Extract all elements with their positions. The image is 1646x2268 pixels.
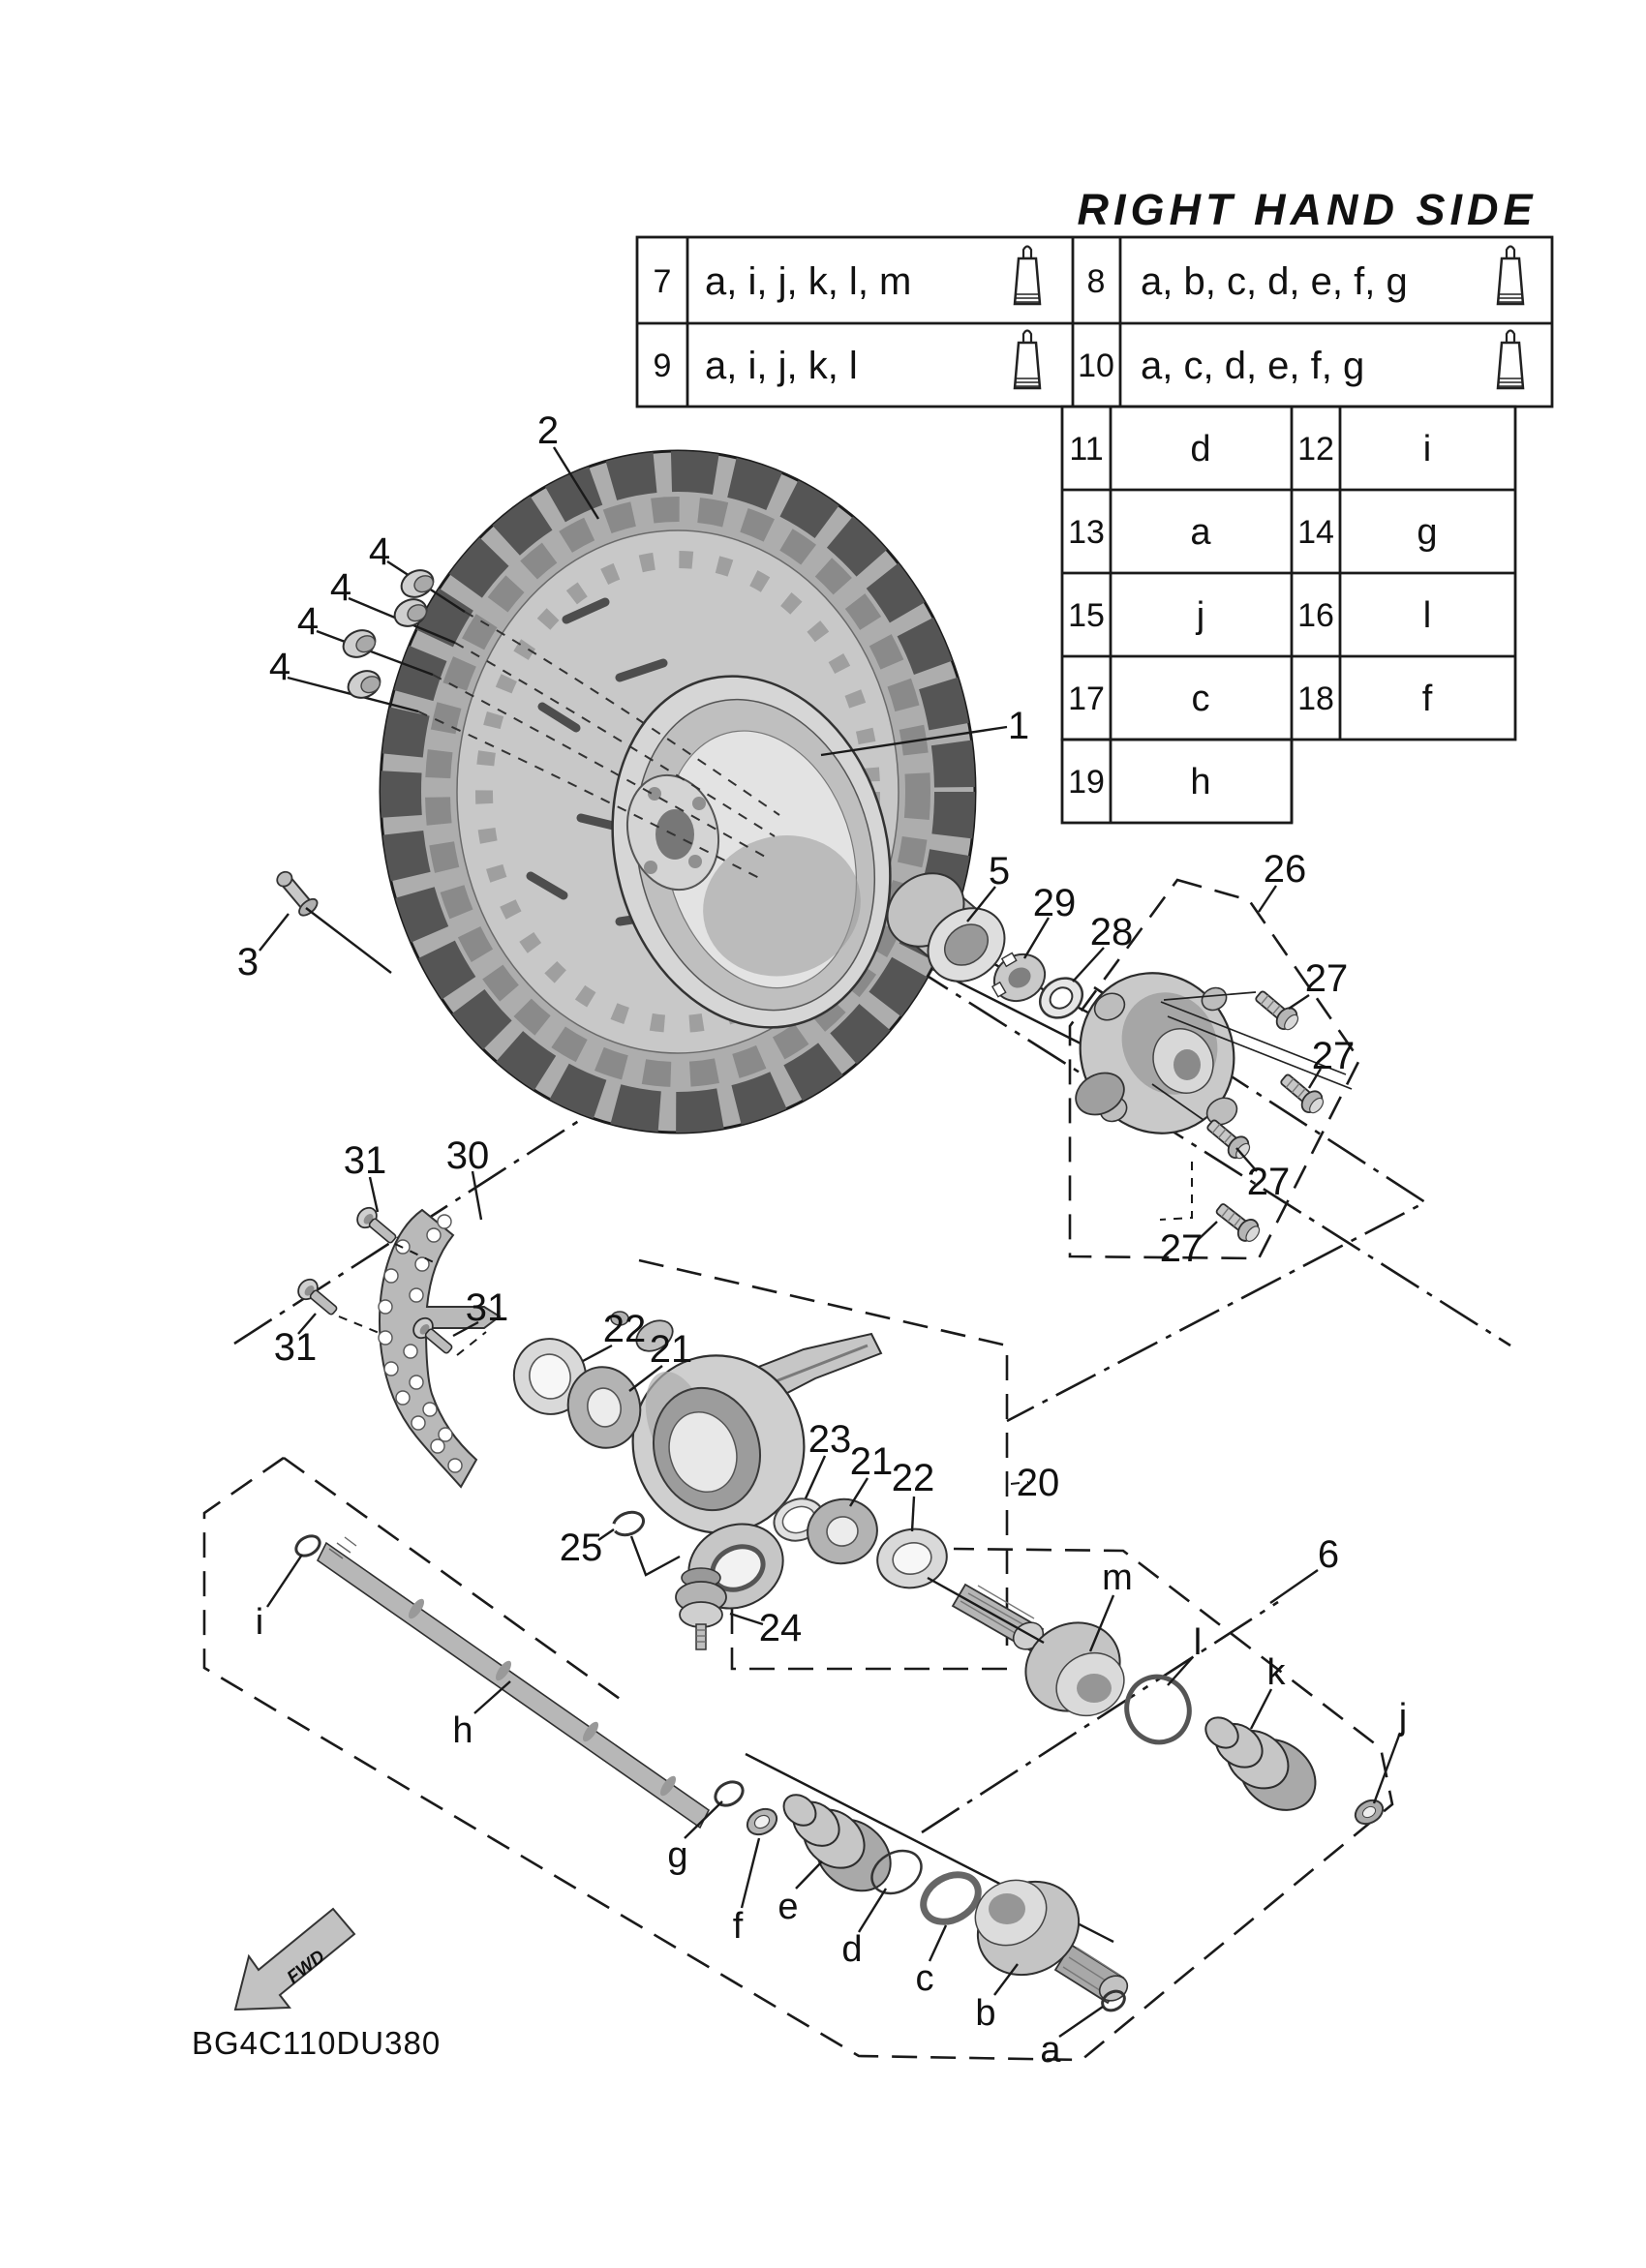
callout-4: 4 — [268, 646, 291, 688]
callout-6: 6 — [1317, 1533, 1340, 1576]
callout-27: 27 — [1304, 957, 1349, 1000]
callout-28: 28 — [1089, 911, 1134, 953]
callout-27: 27 — [1311, 1035, 1356, 1077]
callout-l: l — [1193, 1622, 1203, 1663]
table-cell-num: 16 — [1297, 597, 1334, 634]
callout-23: 23 — [808, 1418, 852, 1461]
callout-e: e — [777, 1887, 799, 1927]
callout-a: a — [1040, 2030, 1061, 2071]
table-cell-num: 19 — [1068, 764, 1105, 801]
table-cell-num: 11 — [1069, 431, 1104, 468]
callout-d: d — [841, 1929, 863, 1970]
callout-31: 31 — [343, 1139, 387, 1182]
callout-31: 31 — [465, 1286, 509, 1329]
table-cell-letter: i — [1422, 429, 1432, 469]
boot-outer — [1189, 1697, 1329, 1825]
callout-m: m — [1102, 1557, 1133, 1598]
drawing-code: BG4C110DU380 — [192, 2025, 442, 2061]
valve-stem — [272, 867, 320, 919]
circlip-25 — [610, 1508, 647, 1539]
hub-bolt — [1212, 1198, 1264, 1246]
table-cell-num: 14 — [1297, 514, 1334, 551]
page-title: RIGHT HAND SIDE — [1077, 185, 1538, 234]
callout-h: h — [452, 1710, 473, 1751]
grease-tube-icon — [1015, 331, 1040, 389]
driveshaft-kit-boundary — [204, 1458, 1392, 2060]
callout-1: 1 — [1007, 705, 1030, 747]
callout-b: b — [975, 1993, 996, 2034]
callout-27: 27 — [1246, 1161, 1291, 1203]
tire-illustration — [381, 451, 975, 1133]
guard-bolt — [294, 1276, 342, 1320]
callout-30: 30 — [445, 1134, 490, 1177]
clamp-j — [1352, 1796, 1387, 1829]
table-cell-letter: a — [1190, 512, 1211, 553]
callout-29: 29 — [1032, 882, 1077, 924]
inner-cv-joint — [960, 1863, 1132, 2006]
table-letters: a, c, d, e, f, g — [1141, 345, 1365, 387]
callout-2: 2 — [536, 409, 560, 452]
callout-4: 4 — [329, 566, 352, 609]
callout-j: j — [1398, 1697, 1408, 1738]
callout-24: 24 — [758, 1607, 803, 1649]
callout-21: 21 — [849, 1440, 894, 1483]
oil-seal-inner — [872, 1523, 953, 1594]
callout-20: 20 — [1016, 1462, 1060, 1504]
ball-joint — [676, 1568, 726, 1649]
callout-3: 3 — [236, 941, 259, 983]
table-letters: a, b, c, d, e, f, g — [1141, 260, 1408, 303]
grease-tube-icon — [1498, 247, 1523, 305]
callout-26: 26 — [1263, 848, 1307, 891]
callout-c: c — [915, 1958, 934, 1999]
table-row-num: 7 — [653, 263, 672, 300]
hub-bolt — [1251, 986, 1302, 1035]
table-cell-letter: g — [1417, 512, 1438, 553]
table-letters: a, i, j, k, l — [705, 345, 858, 387]
drive-shaft — [318, 1537, 709, 1828]
callout-g: g — [667, 1835, 688, 1876]
clamp-f — [743, 1804, 781, 1840]
callout-4: 4 — [368, 530, 391, 573]
table-cell-num: 15 — [1068, 597, 1105, 634]
callout-21: 21 — [649, 1328, 693, 1371]
table-letters: a, i, j, k, l, m — [705, 260, 912, 303]
table-cell-num: 12 — [1297, 431, 1334, 468]
callout-22: 22 — [891, 1457, 935, 1499]
table-row-num: 10 — [1078, 348, 1114, 384]
table-cell-num: 17 — [1068, 680, 1105, 717]
grease-tube-icon — [1015, 247, 1040, 305]
table-cell-letter: d — [1190, 429, 1211, 469]
table-row-num: 9 — [653, 348, 672, 384]
table-cell-letter: j — [1196, 595, 1205, 636]
ring-g — [712, 1777, 747, 1810]
callout-5: 5 — [988, 850, 1011, 892]
callout-31: 31 — [273, 1326, 318, 1369]
grease-tube-icon — [1498, 331, 1523, 389]
fwd-arrow-icon — [235, 1909, 354, 2010]
table-cell-letter: l — [1422, 595, 1432, 636]
callout-27: 27 — [1159, 1227, 1204, 1270]
table-cell-letter: c — [1191, 679, 1210, 719]
wheel-hub — [1052, 946, 1263, 1161]
callout-4: 4 — [296, 600, 320, 643]
table-cell-num: 13 — [1068, 514, 1105, 551]
callout-i: i — [255, 1602, 264, 1643]
table-cell-letter: h — [1190, 762, 1211, 802]
fwd-label: FWD — [283, 1946, 329, 1988]
table-row-num: 8 — [1086, 263, 1106, 300]
table-cell-num: 18 — [1297, 680, 1334, 717]
lug-nut — [344, 666, 384, 703]
table-cell-letter: f — [1421, 679, 1433, 719]
callout-k: k — [1266, 1652, 1286, 1693]
callout-25: 25 — [559, 1527, 603, 1569]
callout-f: f — [732, 1906, 744, 1947]
lug-nut — [339, 625, 380, 662]
circlip-i — [292, 1532, 323, 1560]
callout-22: 22 — [602, 1308, 647, 1350]
